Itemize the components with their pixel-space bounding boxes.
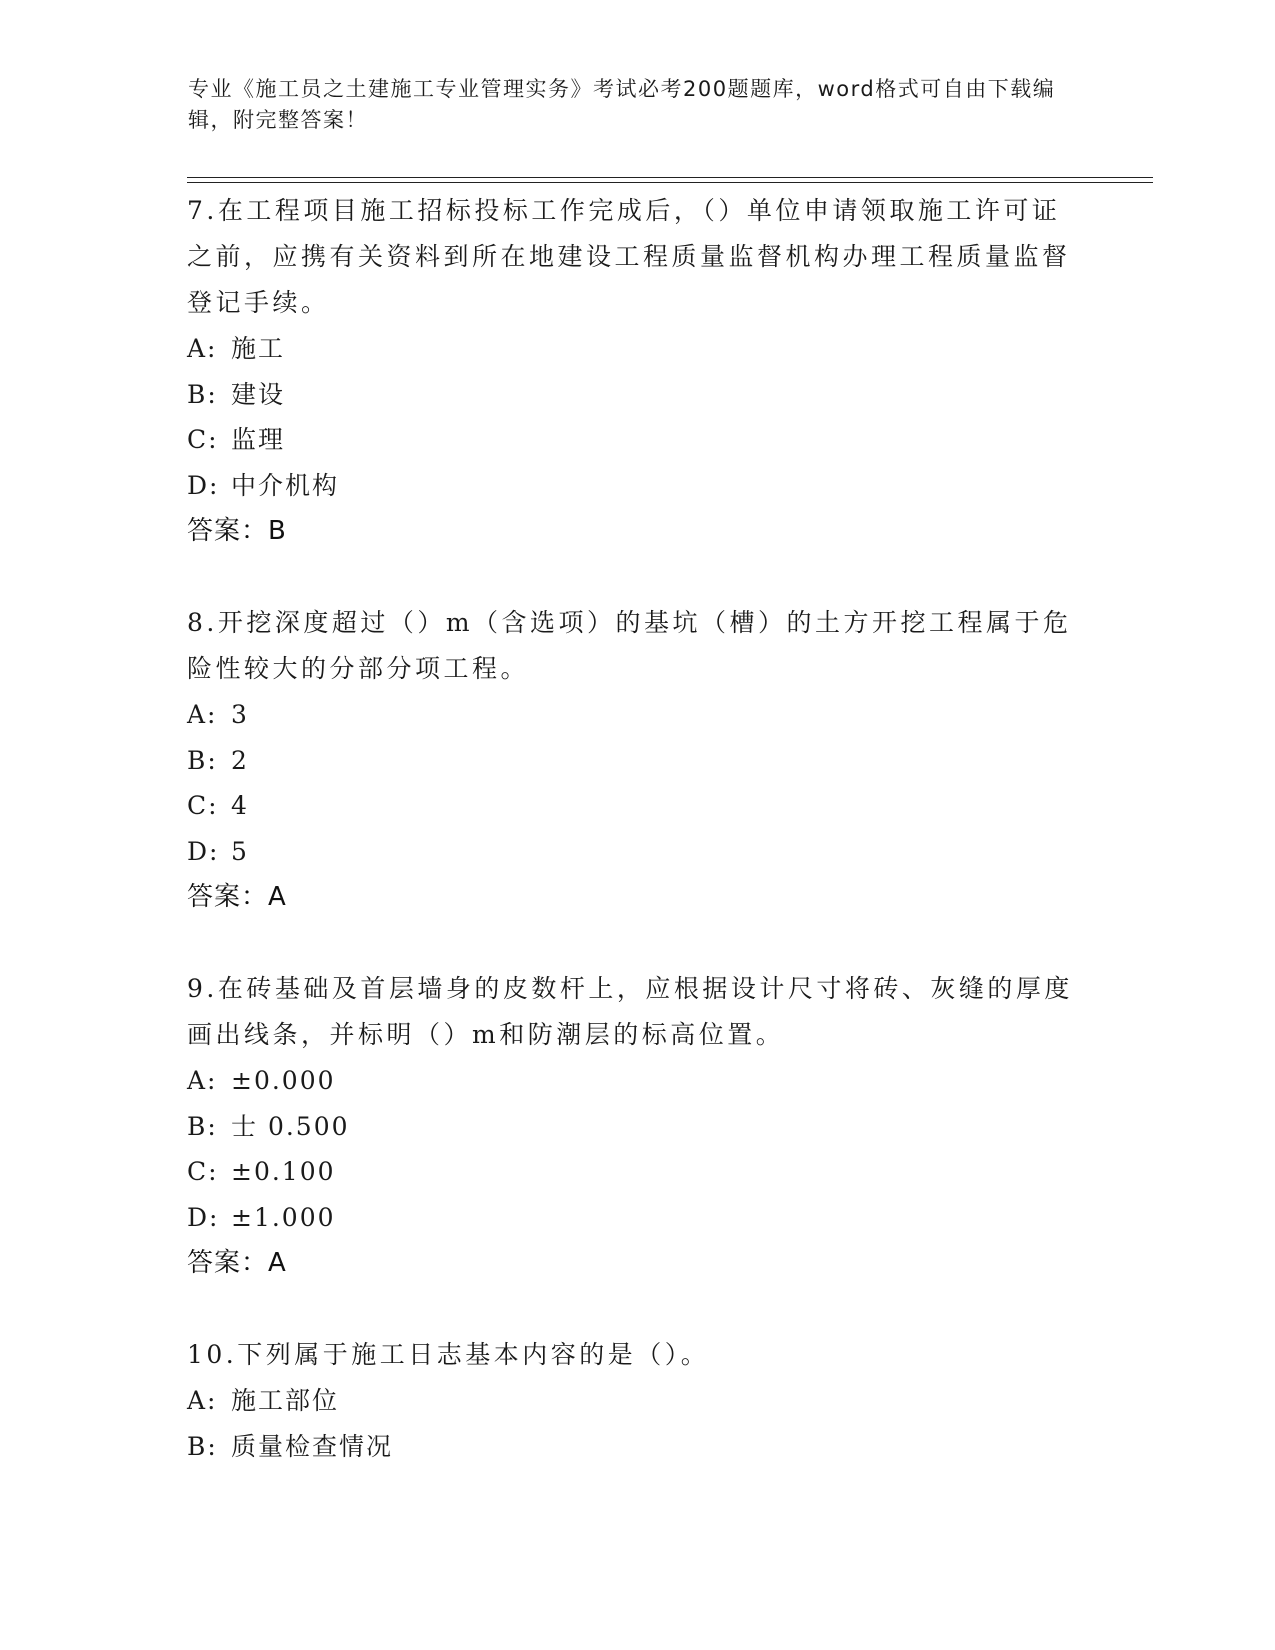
question-7 xyxy=(187,188,1087,554)
option-a xyxy=(187,1058,1087,1104)
option-letter: A: xyxy=(187,334,218,363)
option-letter: C: xyxy=(187,791,219,820)
option-letter: A: xyxy=(187,1386,218,1415)
option-text: 3 xyxy=(231,700,249,729)
option-b xyxy=(187,1424,1087,1470)
option-letter: D: xyxy=(187,470,220,500)
option-text: 施工部位 xyxy=(231,1386,340,1415)
option-letter: B: xyxy=(187,1431,218,1461)
option-letter: B: xyxy=(187,379,218,409)
document-header: 专业《施工员之土建施工专业管理实务》考试必考200题题库，word格式可自由下载编辑，附完整答案！ xyxy=(188,77,1056,132)
option-b xyxy=(187,1104,1087,1150)
question-9 xyxy=(187,966,1087,1286)
option-letter: D: xyxy=(187,1202,220,1232)
option-d xyxy=(187,829,1087,875)
option-d xyxy=(187,1195,1087,1241)
option-letter: C: xyxy=(187,1157,219,1186)
option-c xyxy=(187,417,1087,463)
option-c xyxy=(187,783,1087,829)
option-text: 5 xyxy=(231,836,249,866)
option-d xyxy=(187,463,1087,509)
option-text: 施工 xyxy=(231,334,286,363)
option-letter: A: xyxy=(187,1066,218,1095)
option-letter: D: xyxy=(187,836,220,866)
option-text: 质量检查情况 xyxy=(231,1431,394,1461)
question-text: 10.下列属于施工日志基本内容的是（）。 xyxy=(187,1340,710,1369)
option-letter: B: xyxy=(187,1111,218,1141)
question-text: 7.在工程项目施工招标投标工作完成后，（）单位申请领取施工许可证之前，应携有关资料到所在地建设工程质量监督机构办理工程质量监督登记手续。 xyxy=(187,196,1071,317)
option-text: 2 xyxy=(231,745,249,775)
option-text: ±0.000 xyxy=(231,1066,336,1095)
question-text: 8.开挖深度超过（）m（含选项）的基坑（槽）的土方开挖工程属于危险性较大的分部分项工程。 xyxy=(187,608,1072,683)
option-letter: C: xyxy=(187,425,219,454)
option-text: ±0.100 xyxy=(231,1157,336,1186)
question-list xyxy=(187,188,1087,1515)
option-a xyxy=(187,1378,1087,1424)
option-text: 士 0.500 xyxy=(231,1111,350,1141)
option-b xyxy=(187,738,1087,784)
header-divider-top xyxy=(187,177,1153,178)
answer-line: 答案：B xyxy=(187,516,287,546)
option-text: 监理 xyxy=(231,425,286,454)
question-text: 9.在砖基础及首层墙身的皮数杆上，应根据设计尺寸将砖、灰缝的厚度画出线条，并标明（）m和防潮层的标高位置。 xyxy=(187,974,1073,1049)
answer-line: 答案：A xyxy=(187,882,287,912)
option-c xyxy=(187,1149,1087,1195)
option-b xyxy=(187,372,1087,418)
option-text: 建设 xyxy=(231,379,286,409)
option-letter: B: xyxy=(187,745,218,775)
answer-line: 答案：A xyxy=(187,1248,287,1278)
header-divider-bottom xyxy=(187,182,1153,183)
option-text: ±1.000 xyxy=(231,1202,336,1232)
option-a xyxy=(187,326,1087,372)
option-letter: A: xyxy=(187,700,218,729)
option-a xyxy=(187,692,1087,738)
question-10 xyxy=(187,1332,1087,1469)
option-text: 中介机构 xyxy=(231,470,340,500)
question-8 xyxy=(187,600,1087,920)
option-text: 4 xyxy=(231,791,249,820)
